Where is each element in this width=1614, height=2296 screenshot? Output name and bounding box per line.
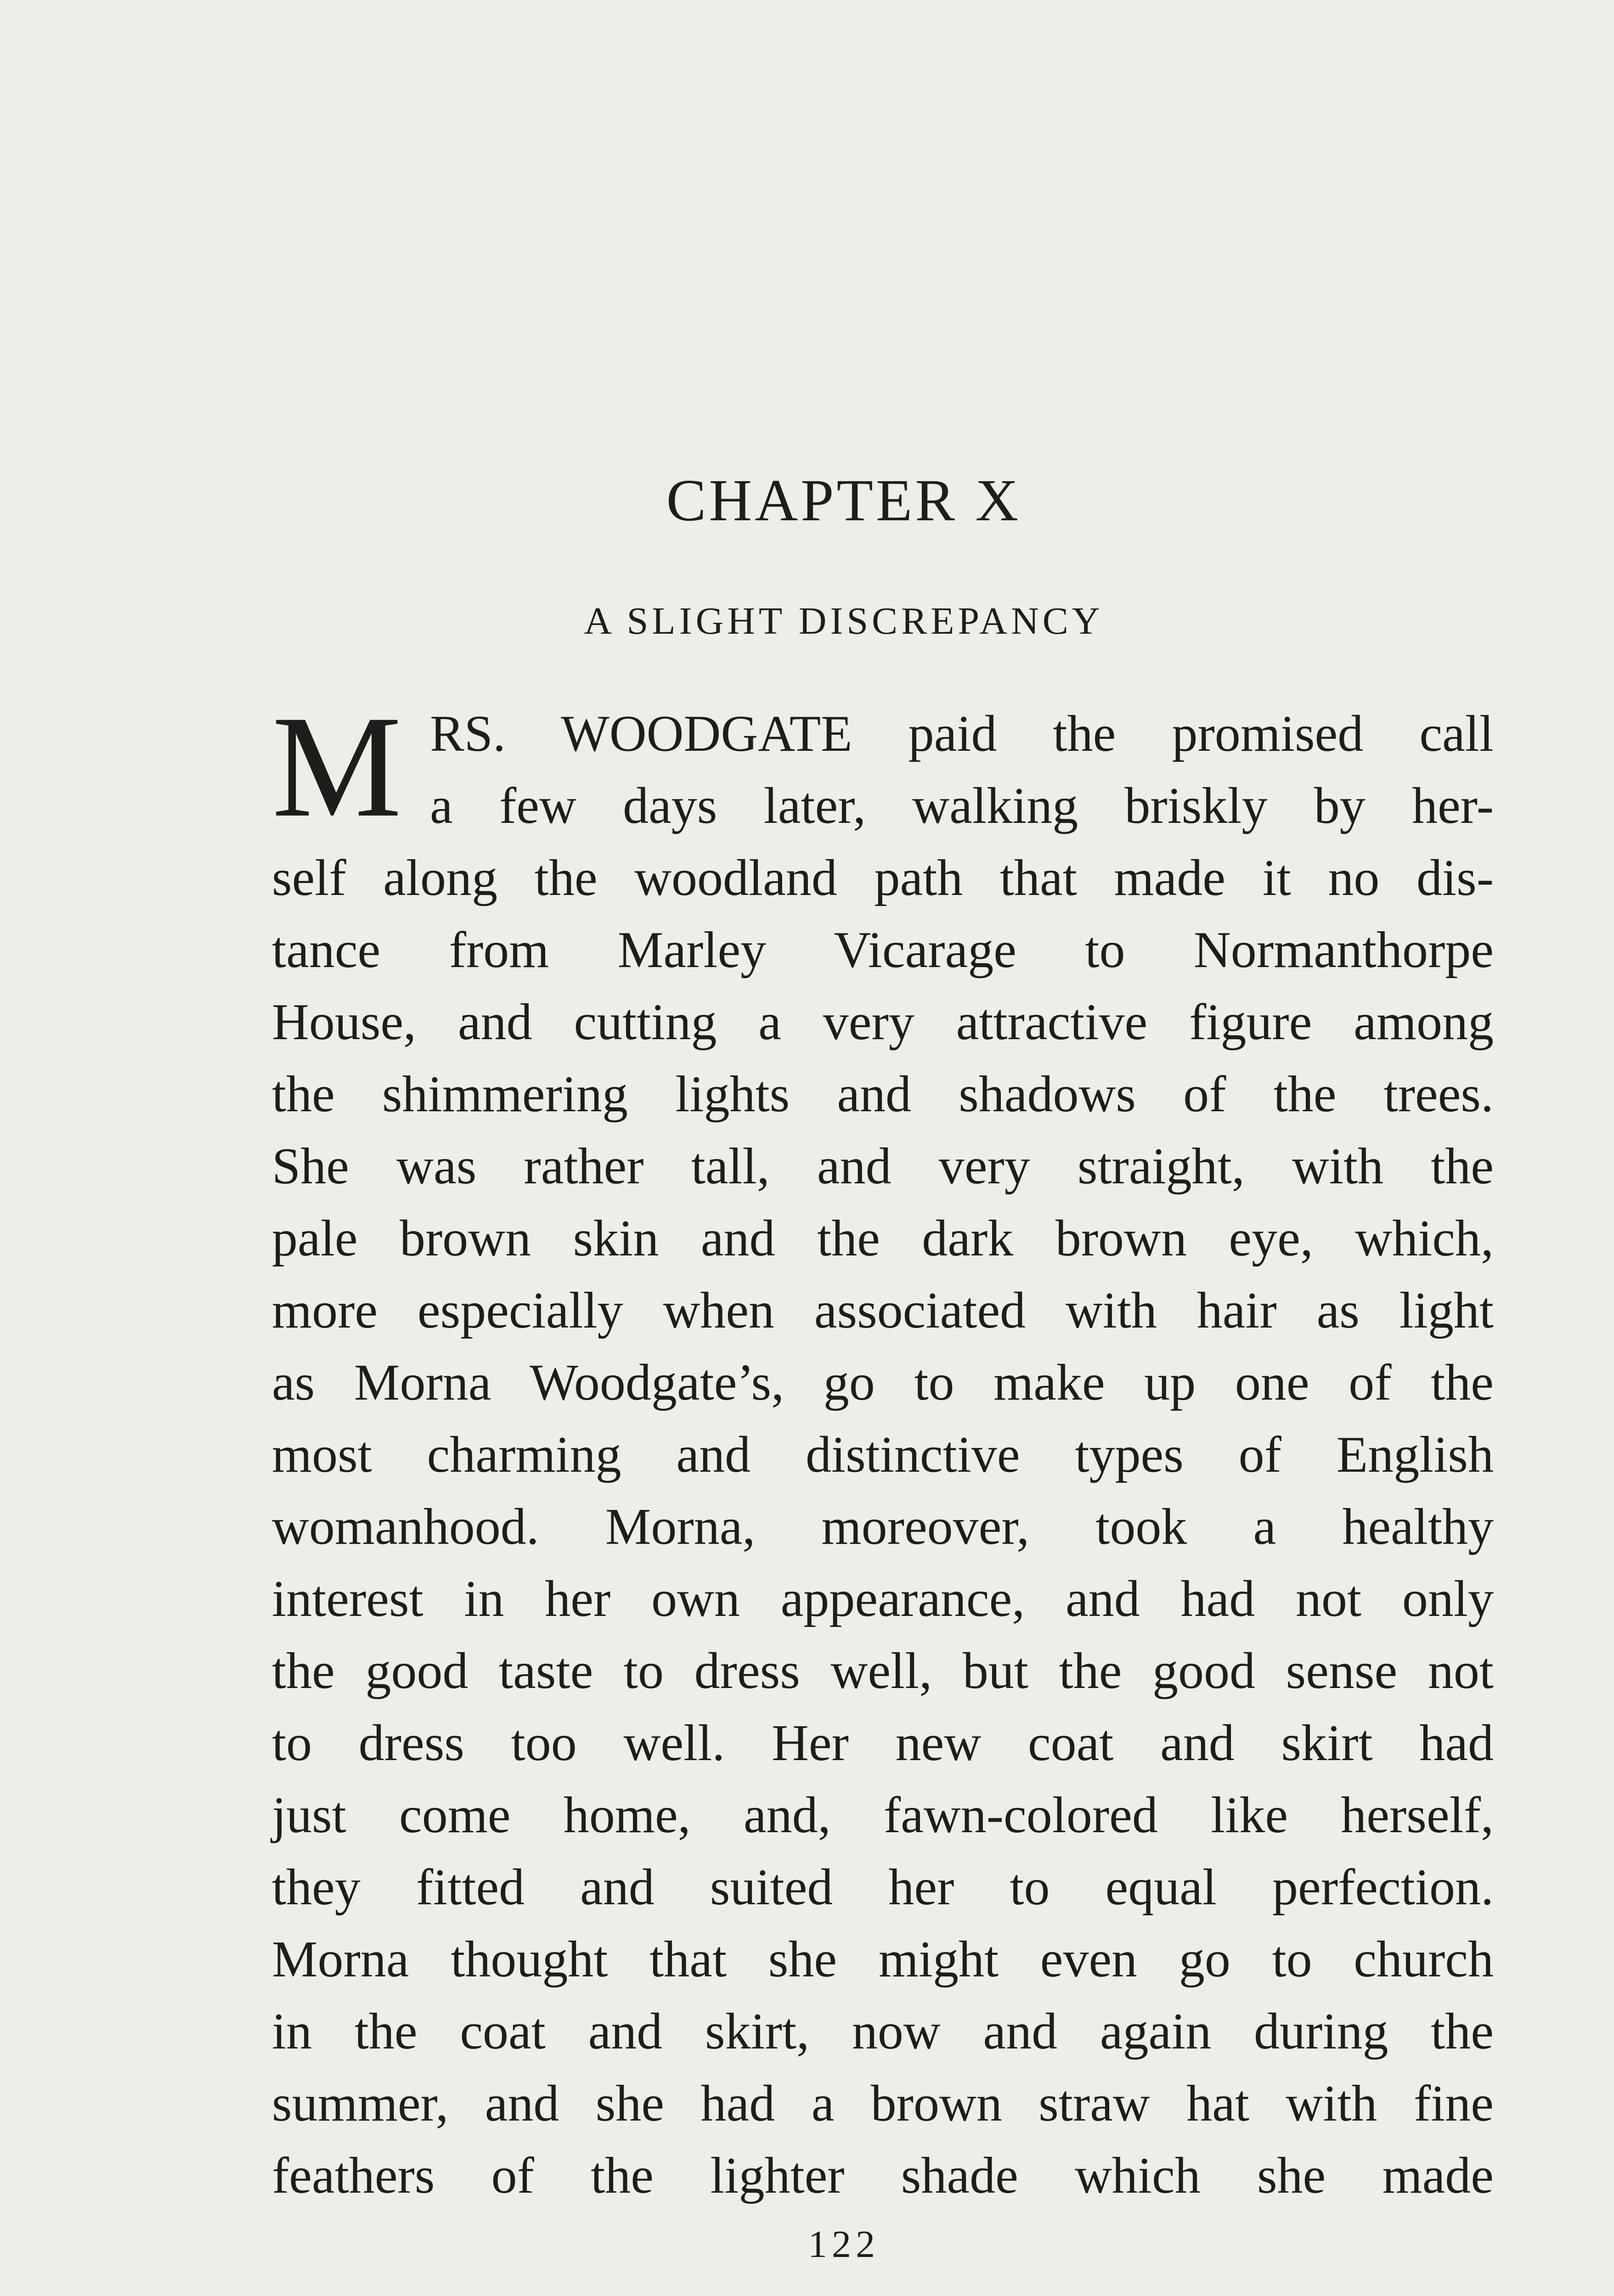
text-line: the good taste to dress well, but the good sense not (272, 1643, 1494, 1699)
text-line: as Morna Woodgate’s, go to make up one of the (272, 1354, 1494, 1411)
page-number: 122 (808, 2223, 880, 2266)
text-line: most charming and distinctive types of English (272, 1426, 1494, 1483)
text-line: more especially when associated with hair as light (272, 1282, 1494, 1339)
text-line: a few days later, walking briskly by her- (430, 777, 1494, 834)
text-line: Morna thought that she might even go to church (272, 1931, 1494, 1988)
text-line: House, and cutting a very attractive figure among (272, 994, 1494, 1051)
text-line: they fitted and suited her to equal perfection. (272, 1859, 1494, 1916)
text-line: the shimmering lights and shadows of the trees. (272, 1066, 1494, 1123)
text-line: summer, and she had a brown straw hat with fine (272, 2075, 1494, 2132)
chapter-subtitle: A SLIGHT DISCREPANCY (584, 600, 1104, 642)
text-line: interest in her own appearance, and had not only (272, 1570, 1494, 1627)
drop-cap: M (272, 686, 402, 847)
text-line: self along the woodland path that made it no dis- (272, 850, 1494, 906)
text-line: tance from Marley Vicarage to Normanthorpe (272, 922, 1494, 979)
text-line: to dress too well. Her new coat and skirt had (272, 1715, 1494, 1772)
text-line: She was rather tall, and very straight, with the (272, 1138, 1494, 1195)
text-line: feathers of the lighter shade which she made (272, 2147, 1494, 2204)
text-line: in the coat and skirt, now and again during the (272, 2003, 1494, 2060)
text-line: womanhood. Morna, moreover, took a healthy (272, 1498, 1494, 1555)
text-line: pale brown skin and the dark brown eye, which, (272, 1210, 1494, 1267)
text-line: just come home, and, fawn-colored like herself, (272, 1787, 1494, 1844)
chapter-title: CHAPTER X (666, 467, 1021, 534)
text-line: RS. WOODGATE paid the promised call (430, 705, 1494, 762)
body-paragraph (272, 686, 1494, 2212)
